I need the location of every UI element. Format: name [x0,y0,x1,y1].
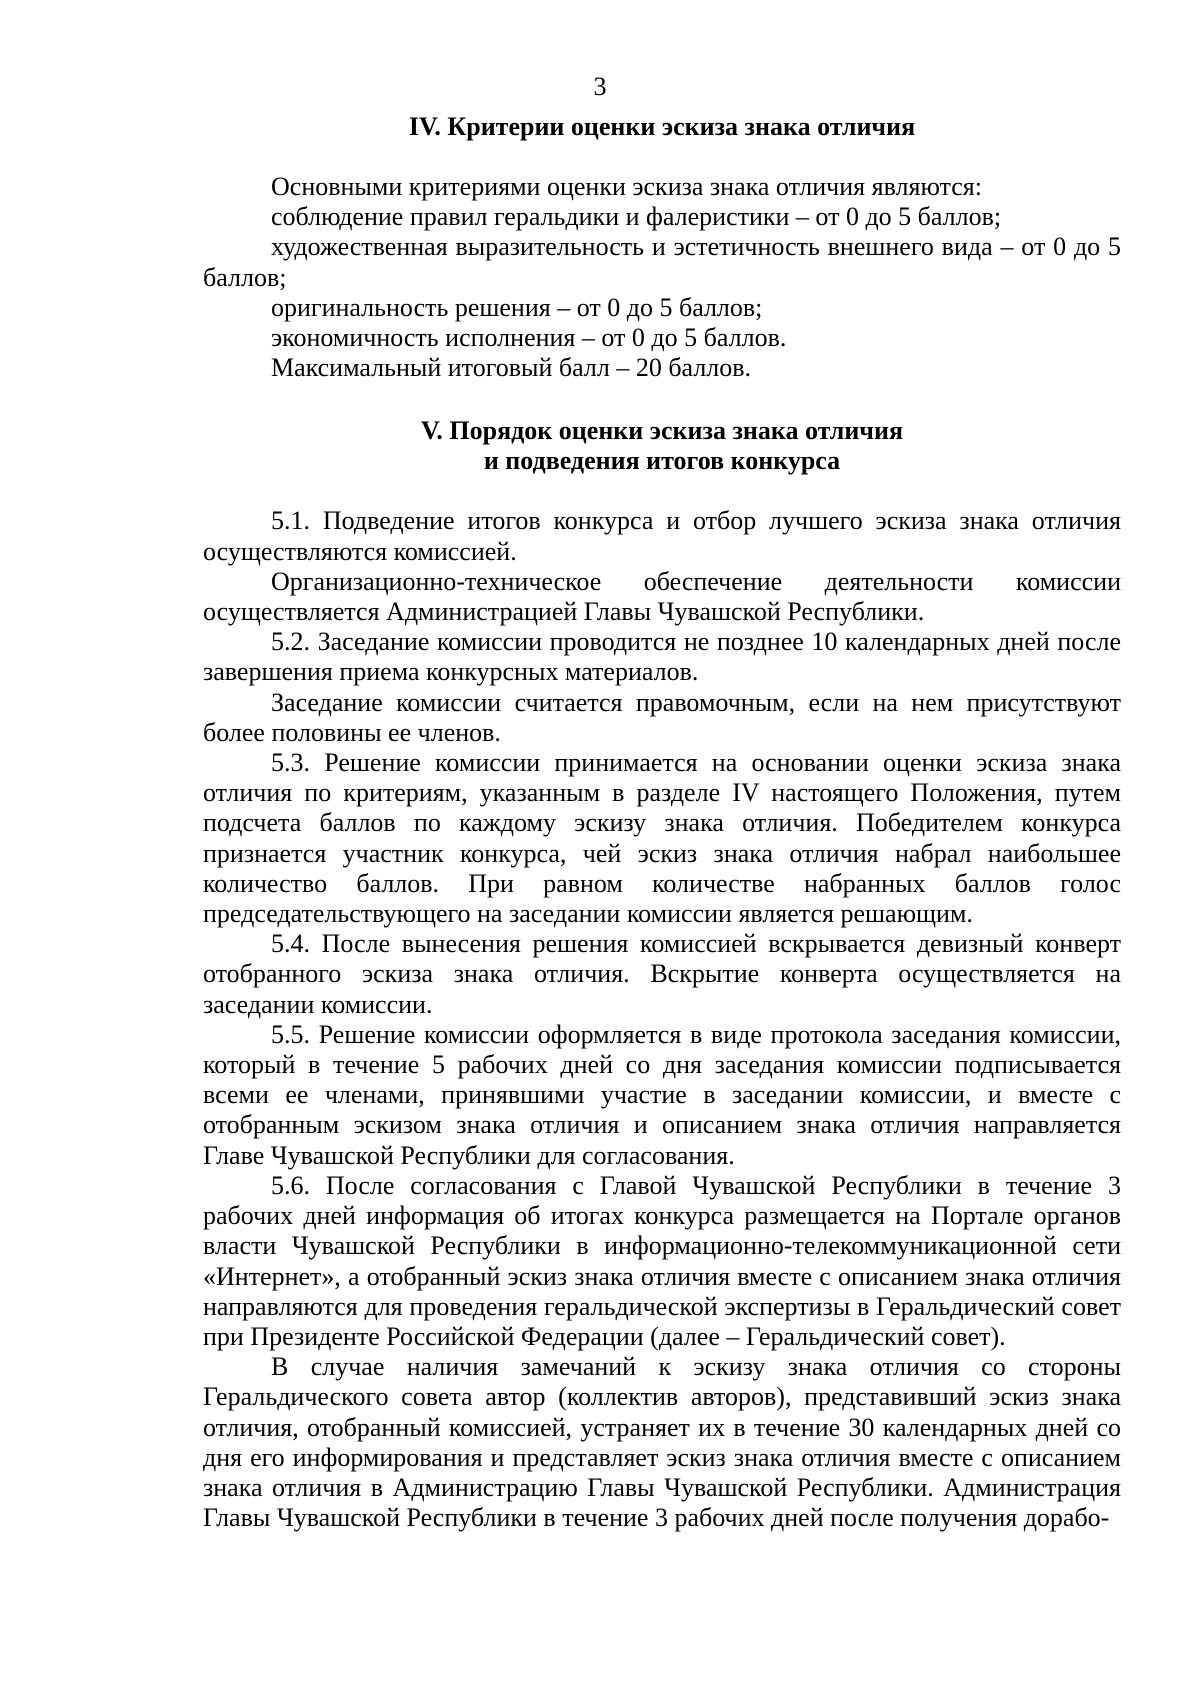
criterion-artistic: художественная выразительность и эстетичность внешнего вида – от 0 до 5 баллов; [203,232,1121,292]
paragraph-5-2-quorum: Заседание комиссии считается правомочным, если на нем присутствуют более половины ее членов. [203,687,1121,747]
paragraph-5-5: 5.5. Решение комиссии оформляется в виде протокола заседания комиссии, который в течение 5 рабочих дней со дня заседания комиссии подписывается всеми ее членами, принявшими участие в заседании комиссии, и вместе с отобранным эскизом знака отличия и описанием знака отличия направляется Главе Чувашской Республики для согласования. [203,1019,1121,1170]
page-number: 3 [593,72,607,101]
criterion-originality: оригинальность решения – от 0 до 5 баллов; [271,292,763,322]
document-body [203,112,1121,1533]
paragraph-5-3: 5.3. Решение комиссии принимается на основании оценки эскиза знака отличия по критериям, указанным в разделе IV настоящего Положения, путем подсчета баллов по каждому эскизу знака отличия. Победителем конкурса признается участник конкурса, чей эскиз знака отличия набрал наибольшее количество баллов. При равном количестве набранных баллов голос председательствующего на заседании комиссии является решающим. [203,748,1121,929]
paragraph-5-6: 5.6. После согласования с Главой Чувашской Республики в течение 3 рабочих дней информация об итогах конкурса размещается на Портале органов власти Чувашской Республики в информационно-телекоммуникационной сети «Интернет», а отобранный эскиз знака отличия вместе с описанием знака отличия направляются для проведения геральдической экспертизы в Геральдический совет при Президенте Российской Федерации (далее – Геральдический совет). [203,1170,1121,1351]
paragraph-5-1: 5.1. Подведение итогов конкурса и отбор лучшего эскиза знака отличия осуществляются комиссией. [203,506,1121,566]
paragraph-5-1-support: Организационно-техническое обеспечение деятельности комиссии осуществляется Администрацией Главы Чувашской Республики. [203,566,1121,627]
paragraph-5-4: 5.4. После вынесения решения комиссией вскрывается девизный конверт отобранного эскиза знака отличия. Вскрытие конверта осуществляется на заседании комиссии. [203,929,1121,1019]
section-4-title: IV. Критерии оценки эскиза знака отличия [408,112,916,141]
criterion-economy: экономичность исполнения – от 0 до 5 баллов. [271,323,787,353]
criteria-intro: Основными критериями оценки эскиза знака отличия являются: [271,172,982,201]
paragraph-5-6-remarks: В случае наличия замечаний к эскизу знака отличия со стороны Геральдического совета автор (коллектив авторов), представивший эскиз знака отличия, отобранный комиссией, устраняет их в течение 30 календарных дней со дня его информирования и представляет эскиз знака отличия вместе с описанием знака отличия в Администрацию Главы Чувашской Республики. Администрация Главы Чувашской Республики в течение 3 рабочих дней после получения дорабо- [203,1352,1121,1533]
paragraph-5-2: 5.2. Заседание комиссии проводится не позднее 10 календарных дней после завершения приема конкурсных материалов. [203,627,1121,687]
criteria-max-score: Максимальный итоговый балл – 20 баллов. [271,353,752,383]
section-5-title: V. Порядок оценки эскиза знака отличия и подведения итогов конкурса [420,416,904,476]
criterion-heraldry: соблюдение правил геральдики и фалеристики – от 0 до 5 баллов; [271,202,1002,232]
